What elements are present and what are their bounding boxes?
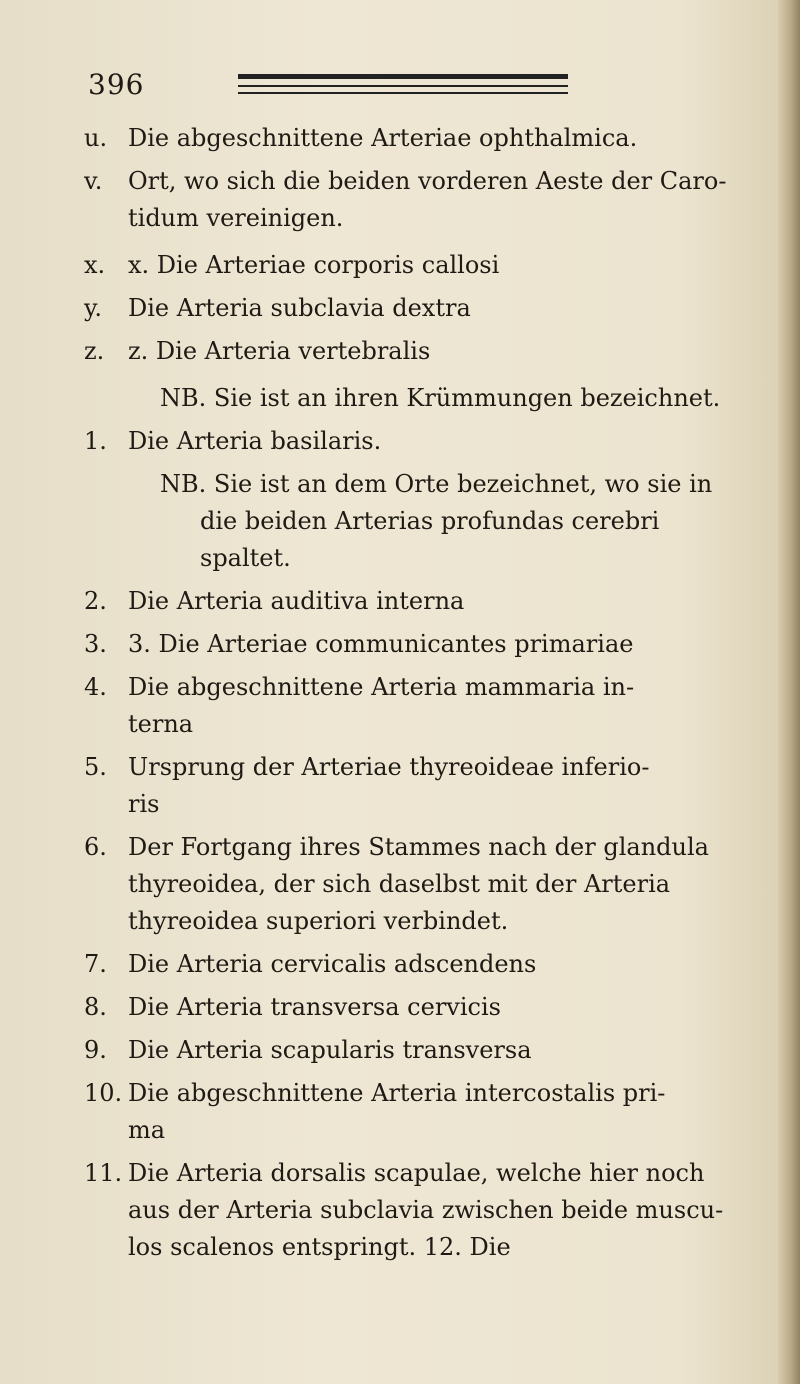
header-rule xyxy=(238,74,568,79)
list-item: z. z. Die Arteria vertebralis xyxy=(84,337,431,365)
header-rule xyxy=(238,85,568,87)
list-item: 9. Die Arteria scapularis transversa xyxy=(84,1036,532,1064)
page-number: 396 xyxy=(88,68,145,101)
list-item: 11. Die Arteria dorsalis scapulae, welche hier noch aus der Arteria subclavia zwischen beide muscu- los scalenos entspringt. 12. Die xyxy=(84,1159,724,1261)
note: NB. Sie ist an ihren Krümmungen bezeichnet. xyxy=(160,384,721,412)
list-item: 8. Die Arteria transversa cervicis xyxy=(84,993,501,1021)
list-item: 7. Die Arteria cervicalis adscendens xyxy=(84,950,537,978)
list-item: 3. 3. Die Arteriae communicantes primariae xyxy=(84,630,634,658)
list-item: x. x. Die Arteriae corporis callosi xyxy=(84,251,500,279)
header-rule xyxy=(238,92,568,94)
entry-list xyxy=(84,120,774,1266)
list-item: 2. Die Arteria auditiva interna xyxy=(84,587,465,615)
list-item: 6. Der Fortgang ihres Stammes nach der glandula thyreoidea, der sich daselbst mit der Arteria thyreoidea superiori verbindet. xyxy=(84,833,709,935)
list-item: 5. Ursprung der Arteriae thyreoideae inferio- ris xyxy=(84,753,650,818)
list-item: u. Die abgeschnittene Arteriae ophthalmica. xyxy=(84,124,638,152)
page-edge xyxy=(778,0,800,1384)
list-item: v. Ort, wo sich die beiden vorderen Aeste der Caro- tidum vereinigen. xyxy=(84,167,727,232)
note: NB. Sie ist an dem Orte bezeichnet, wo sie in die beiden Arterias profundas cerebri spaltet. xyxy=(160,470,713,572)
list-item: 10. Die abgeschnittene Arteria intercostalis pri- ma xyxy=(84,1079,666,1144)
list-item: 4. Die abgeschnittene Arteria mammaria in- terna xyxy=(84,673,635,738)
list-item: y. Die Arteria subclavia dextra xyxy=(84,294,471,322)
page-header xyxy=(88,66,558,106)
list-item: 1. Die Arteria basilaris. xyxy=(84,427,382,455)
